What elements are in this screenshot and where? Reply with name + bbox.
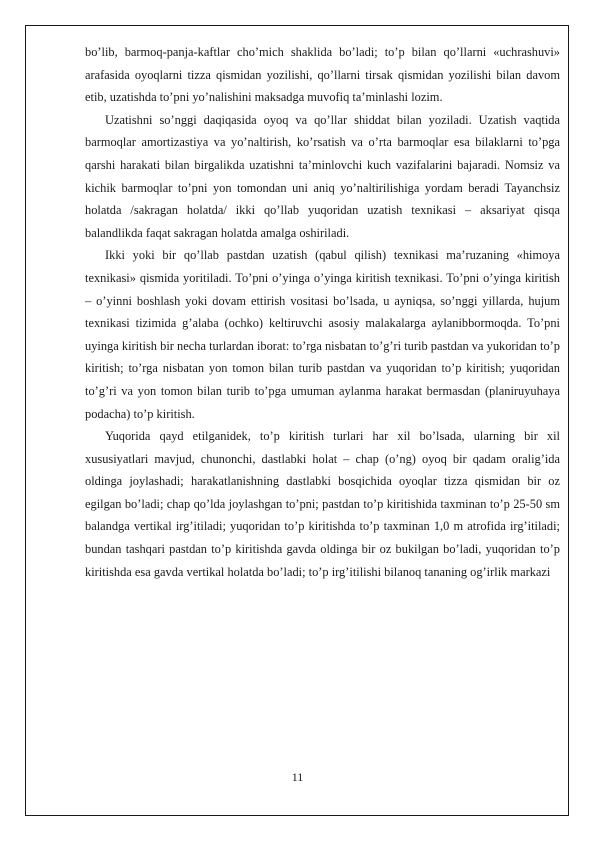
page-number: 11: [291, 770, 304, 784]
paragraph-continuation: bo’lib, barmoq-panja-kaftlar cho’mich shaklida bo’ladi; to’p bilan qo’llarni «uchrashuvi» arafasida oyoqlarni tizza qismidan yozilishi, qo’llarni tirsak qismidan yozilishi bilan davom etib, uzatishda to’pni yo’nalishini maksadga muvofiq ta’minlashi lozim.: [85, 45, 560, 105]
paragraph-serve-technique: Ikki yoki bir qo’llab pastdan uzatish (qabul qilish) texnikasi ma’ruzaning «himoya texnikasi» qismida yoritiladi. To’pni o’yinga o’yinga kiritish texnikasi. To’pni o’yinga kiritish – o’yinni boshlash yoki dovam ettirish vositasi bo’lsada, u ayniqsa, so’nggi yillarda, hujum texnikasi tizimida g’alaba (ochko) keltiruvchi asosiy malakalarga aylanibbormoqda. To’pni uyinga kiritish bir necha turlardan iborat: to’rga nisbatan to’g’ri turib pastdan va yukoridan to’p kiritish; to’rga nisbatan yon tomon bilan turib pastdan va yuqoridan to’p kiritish; yuqoridan to’g’ri va yon tomon bilan turib to’pga umuman aylanma harakat bermasdan (planiruyuhaya podacha) to’p kiritish.: [85, 248, 560, 421]
paragraph-final-phase: Uzatishni so’nggi daqiqasida oyoq va qo’llar shiddat bilan yoziladi. Uzatish vaqtida barmoqlar amortizastiya va yo’naltirish, ko’rsatish va o’rta barmoqlar esa bilaklarni to’pga qarshi harakati bilan birgalikda uzatishni ta’minlovchi kuch vazifalarini bajaradi. Nomsiz va kichik barmoqlar to’pni yon tomondan uni aniq yo’naltirilishiga yordam beradi Tayanchsiz holatda /sakragan holatda/ ikki qo’llab yuqoridan uzatish texnikasi – aksariyat qisqa balandlikda faqat sakragan holatda amalga oshiriladi.: [85, 112, 560, 240]
paragraph-serve-features: Yuqorida qayd etilganidek, to’p kiritish turlari har xil bo’lsada, ularning bir xil xususiyatlari mavjud, chunonchi, dastlabki holat – chap (o’ng) oyoq bir qadam oralig’ida oldinga joylashadi; harakatlanishning dastlabki bosqichida oyoqlar tizza qismidan bir oz egilgan bo’ladi; chap qo’lda joylashgan to’pni; pastdan to’p kiritishida taxminan to’p 25-50 sm balandga vertikal irg’itiladi; yuqoridan to’p kiritishda to’p taxminan 1,0 m atrofida irg’itiladi; bundan tashqari pastdan to’p kiritishda gavda oldinga bir oz bukilgan bo’ladi, yuqoridan to’p kiritishda esa gavda vertikal holatda bo’ladi; to’p irg’itilishi bilanoq tananing og’irlik markazi: [85, 429, 560, 579]
document-body: [85, 41, 560, 583]
